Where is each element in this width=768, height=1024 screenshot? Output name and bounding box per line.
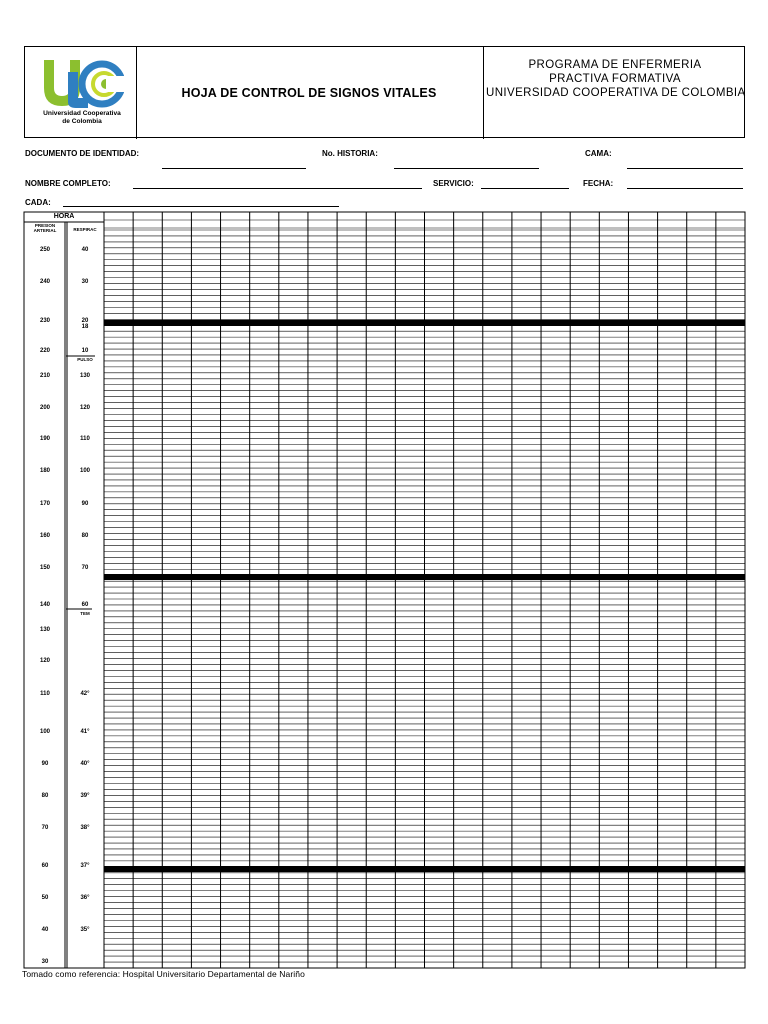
pulse-section-label: PULSO <box>77 357 93 362</box>
pressure-tick-label: 70 <box>41 825 49 831</box>
pressure-tick-label: 190 <box>39 436 50 442</box>
thick-divider-bar <box>104 574 745 580</box>
respiration-pulse-temp-tick-label: 120 <box>79 405 90 411</box>
fecha-label: FECHA: <box>583 179 614 188</box>
pressure-tick-label: 50 <box>41 895 49 901</box>
respiration-pulse-temp-tick-label: 42° <box>80 691 90 697</box>
servicio-label: SERVICIO: <box>433 179 474 188</box>
respiration-pulse-temp-tick-label: 37° <box>80 863 90 869</box>
pressure-tick-label: 170 <box>39 501 50 507</box>
respiration-pulse-temp-tick-label: 110 <box>80 436 90 442</box>
program-line-1: PROGRAMA DE ENFERMERIA <box>528 59 702 71</box>
pressure-tick-label: 110 <box>40 691 50 697</box>
pressure-tick-label: 240 <box>39 279 50 285</box>
pressure-tick-label: 30 <box>41 959 49 965</box>
thick-divider-bar <box>104 320 745 326</box>
pressure-tick-label: 150 <box>39 565 50 571</box>
respiration-pulse-temp-tick-label: 100 <box>79 468 90 474</box>
page-title: HOJA DE CONTROL DE SIGNOS VITALES <box>181 86 437 100</box>
respiration-pulse-temp-tick-label: 70 <box>81 565 89 571</box>
pressure-tick-label: 210 <box>39 373 50 379</box>
respiration-pulse-temp-tick-label: 18 <box>81 324 89 330</box>
pressure-tick-label: 120 <box>39 658 50 664</box>
pressure-tick-label: 250 <box>39 247 50 253</box>
respiration-pulse-temp-tick-label: 36° <box>80 895 90 901</box>
pressure-tick-label: 60 <box>41 863 49 869</box>
pressure-tick-label: 230 <box>39 318 50 324</box>
program-line-3: UNIVERSIDAD COOPERATIVA DE COLOMBIA <box>486 87 746 99</box>
respiration-pulse-temp-tick-label: 40 <box>81 247 89 253</box>
thick-divider-bar <box>104 866 745 872</box>
cama-label: CAMA: <box>585 149 612 158</box>
pressure-tick-label: 220 <box>39 348 50 354</box>
respiration-pulse-temp-tick-label: 40° <box>80 761 90 767</box>
respiration-pulse-temp-tick-label: 30 <box>81 279 89 285</box>
pressure-tick-label: 130 <box>39 627 50 633</box>
pressure-tick-label: 80 <box>41 793 49 799</box>
pressure-tick-label: 200 <box>39 405 50 411</box>
pressure-tick-label: 90 <box>41 761 49 767</box>
pressure-tick-label: 100 <box>39 729 50 735</box>
respiration-pulse-temp-tick-label: 20 <box>81 318 89 324</box>
pressure-tick-label: 40 <box>41 927 49 933</box>
hora-label: HORA <box>53 213 75 220</box>
pressure-tick-label: 180 <box>39 468 50 474</box>
respiration-pulse-temp-tick-label: 38° <box>80 825 90 831</box>
documento-label: DOCUMENTO DE IDENTIDAD: <box>25 149 140 158</box>
reference-footnote: Tomado como referencia: Hospital Universitario Departamental de Nariño <box>22 969 305 979</box>
nombre-label: NOMBRE COMPLETO: <box>25 179 111 188</box>
respiration-pulse-temp-tick-label: 39° <box>80 793 90 799</box>
temperature-section-label: TEM <box>80 611 90 616</box>
presion-arterial-header: PRESION ARTERIAL <box>33 223 57 233</box>
pressure-tick-label: 140 <box>39 602 50 608</box>
logo-text-line2: de Colombia <box>62 117 102 125</box>
program-line-2: PRACTIVA FORMATIVA <box>549 73 681 85</box>
respiration-pulse-temp-tick-label: 80 <box>81 533 89 539</box>
respiration-pulse-temp-tick-label: 60 <box>81 602 89 608</box>
respiration-pulse-temp-tick-label: 41° <box>80 729 90 735</box>
cada-label: CADA: <box>25 198 51 207</box>
respiracion-header: RESPIRAC <box>73 227 97 232</box>
historia-label: No. HISTORIA: <box>322 149 378 158</box>
respiration-pulse-temp-tick-label: 90 <box>81 501 89 507</box>
respiration-pulse-temp-tick-label: 130 <box>79 373 90 379</box>
pressure-tick-label: 160 <box>39 533 50 539</box>
respiration-pulse-temp-tick-label: 35° <box>80 927 90 933</box>
logo-text-line1: Universidad Cooperativa <box>43 110 121 117</box>
respiration-pulse-temp-tick-label: 10 <box>81 348 89 354</box>
